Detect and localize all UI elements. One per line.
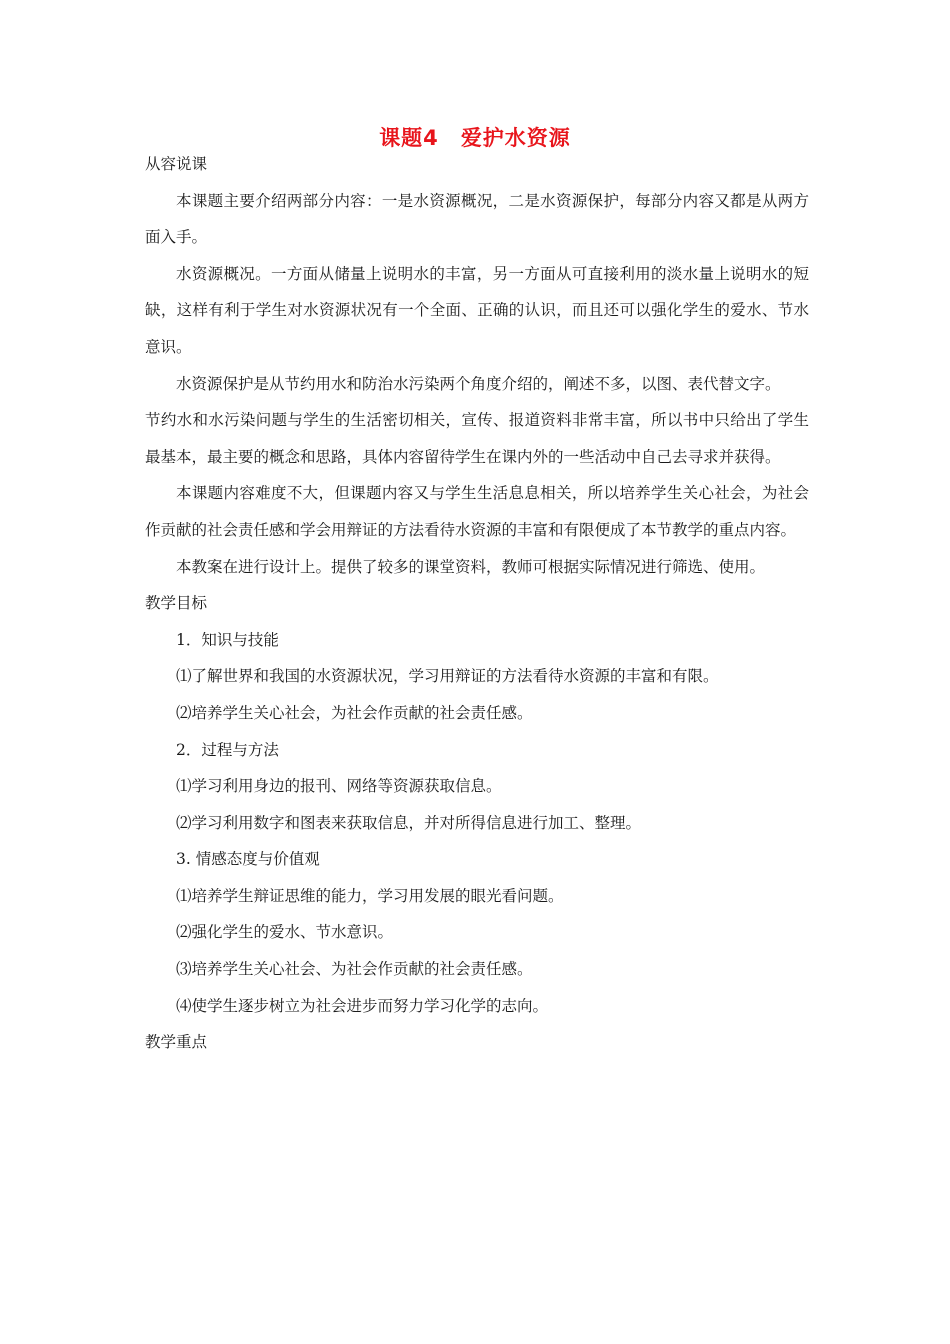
objective-item: ⑵学习利用数字和图表来获取信息，并对所得信息进行加工、整理。: [176, 813, 642, 832]
objective-group-title: 3. 情感态度与价值观: [176, 850, 320, 869]
document-body: [145, 146, 809, 1061]
title-main: 爱护水资源: [460, 126, 571, 150]
section-heading-key-points: 教学重点: [145, 1033, 208, 1052]
objective-item: ⑵强化学生的爱水、节水意识。: [176, 923, 394, 942]
objective-item: ⑶培养学生关心社会、为社会作贡献的社会责任感。: [176, 960, 533, 979]
objective-item: ⑴学习利用身边的报刊、网络等资源获取信息。: [176, 777, 502, 796]
paragraph: 水资源保护是从节约用水和防治水污染两个角度介绍的，阐述不多，以图、表代替文字。: [176, 374, 781, 393]
objective-item: ⑷使学生逐步树立为社会进步而努力学习化学的志向。: [176, 996, 549, 1015]
paragraph: 节约水和水污染问题与学生的生活密切相关，宣传、报道资料非常丰富，所以书中只给出了学生最基本，最主要的概念和思路，具体内容留待学生在课内外的一些活动中自己去寻求并获得。: [145, 411, 809, 466]
objective-item: ⑴了解世界和我国的水资源状况，学习用辩证的方法看待水资源的丰富和有限。: [176, 667, 719, 686]
objective-item: ⑵培养学生关心社会，为社会作贡献的社会责任感。: [176, 703, 533, 722]
objective-group-title: 2．过程与方法: [176, 740, 279, 759]
paragraph: 水资源概况。一方面从储量上说明水的丰富，另一方面从可直接利用的淡水量上说明水的短缺，这样有利于学生对水资源状况有一个全面、正确的认识，而且还可以强化学生的爱水、节水意识。: [145, 264, 809, 356]
section-heading-intro: 从容说课: [145, 155, 208, 173]
paragraph: 本课题内容难度不大，但课题内容又与学生生活息息相关，所以培养学生关心社会，为社会作贡献的社会责任感和学会用辩证的方法看待水资源的丰富和有限便成了本节教学的重点内容。: [145, 484, 809, 539]
paragraph: 本教案在进行设计上。提供了较多的课堂资料，教师可根据实际情况进行筛选、使用。: [176, 557, 766, 576]
objective-group-title: 1．知识与技能: [176, 630, 279, 649]
section-heading-objectives: 教学目标: [145, 594, 208, 613]
title-prefix: 课题4: [379, 126, 439, 150]
objective-item: ⑴培养学生辩证思维的能力，学习用发展的眼光看问题。: [176, 886, 564, 905]
paragraph: 本课题主要介绍两部分内容：一是水资源概况，二是水资源保护，每部分内容又都是从两方面入手。: [145, 191, 809, 247]
